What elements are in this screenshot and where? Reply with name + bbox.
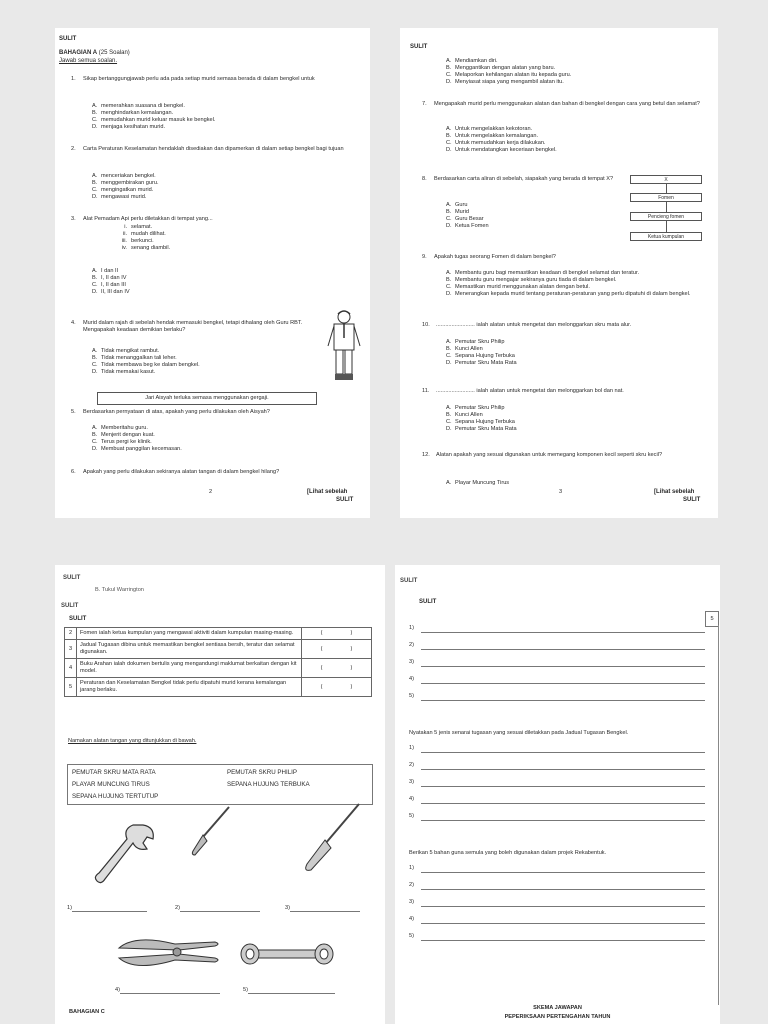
footer-sulit: SULIT [336, 497, 354, 503]
option[interactable]: B. Menjerit dengan kuat. [92, 432, 155, 438]
flow-box-penolong: Pencieng fomen [630, 212, 702, 221]
section-title: BAHAGIAN A [59, 50, 98, 56]
question-3: 3. Alat Pemadam Api perlu diletakkan di tempat yang... [71, 216, 213, 222]
option[interactable]: A. Membantu guru bagi memastikan keadaan di bengkel selamat dan teratur. [446, 270, 640, 276]
answer-line[interactable]: 5) [409, 693, 705, 710]
question-3-options [92, 268, 130, 296]
option[interactable]: A. I dan II [92, 268, 119, 274]
answer-blank-4[interactable]: 4) [115, 987, 220, 994]
flow-box-ketua-kumpulan: Ketua kumpulan [630, 232, 702, 241]
question-2-options [92, 173, 159, 201]
option[interactable]: A. Guru [446, 202, 468, 208]
option[interactable]: D. Menyiasat siapa yang mengambil alatan itu. [446, 79, 564, 85]
option[interactable]: B. Untuk mengelakkan kemalangan. [446, 133, 539, 139]
answer-line[interactable]: 1) [409, 865, 705, 882]
schema-subtitle: PEPERIKSAAN PERTENGAHAN TAHUN [504, 1014, 611, 1020]
question-11-options [446, 405, 517, 433]
option[interactable]: D. Ketua Fomen [446, 223, 489, 229]
question-2: 2. Carta Peraturan Keselamatan hendaklah disediakan dan dipamerkan di dalam setiap bengkel bagi tujuan [71, 146, 344, 152]
option[interactable]: B. Tidak menanggalkan tali leher. [92, 355, 177, 361]
page-3 [400, 28, 718, 518]
answer-line[interactable]: 3) [409, 899, 705, 916]
answer-line[interactable]: 2) [409, 642, 705, 659]
tool-name: PLAYAR MUNCUNG TIRUS [72, 781, 150, 788]
option[interactable]: D. Pemutar Skru Mata Rata [446, 426, 517, 432]
question-9: 9. Apakah tugas seorang Fomen di dalam bengkel? [422, 254, 556, 260]
option[interactable]: A. Pemutar Skru Philip [446, 405, 505, 411]
option[interactable]: D. mengawasi murid. [92, 194, 147, 200]
question-8: 8. Berdasarkan carta aliran di sebelah, siapakah yang berada di tempat X? [422, 176, 614, 182]
statement: i. selamat. [124, 224, 153, 230]
option[interactable]: A. Playar Muncung Tirus [446, 480, 510, 486]
option[interactable]: A. Mendiamkan diri. [446, 58, 498, 64]
page-header: SULIT [419, 599, 437, 605]
option[interactable]: A. menceriakan bengkel. [92, 173, 156, 179]
answer-list-3 [409, 865, 705, 950]
footer-next: [Lihat sebelah [307, 489, 348, 495]
option[interactable]: C. mengingatkan murid. [92, 187, 154, 193]
statement-box: Jari Aisyah terluka semasa menggunakan gergaji. [97, 392, 317, 405]
answer-line[interactable]: 1) [409, 745, 705, 762]
flow-chart [630, 175, 710, 253]
option[interactable]: D. menjaga kesihatan murid. [92, 124, 166, 130]
tool-name: PEMUTAR SKRU MATA RATA [72, 769, 156, 776]
option[interactable]: C. Untuk memudahkan kerja dilakukan. [446, 140, 546, 146]
option[interactable]: B. menggembirakan guru. [92, 180, 159, 186]
question-6: 6. Apakah yang perlu dilakukan sekiranya alatan tangan di dalam bengkel hilang? [71, 469, 280, 475]
question-9-options [446, 270, 708, 298]
flow-box-x: X [630, 175, 702, 184]
question-4-options [92, 348, 200, 376]
schema-title: SKEMA JAWAPAN [533, 1005, 582, 1011]
question-5-options [92, 425, 182, 453]
answer-blank[interactable]: ( ) [302, 628, 372, 640]
answer-line[interactable]: 3) [409, 659, 705, 676]
answer-line[interactable]: 3) [409, 779, 705, 796]
section-c-heading: BAHAGIAN C [69, 1009, 105, 1015]
option[interactable]: D. Untuk mendatangkan keceriaan bengkel. [446, 147, 557, 153]
spanner-icon [93, 821, 158, 891]
option[interactable]: D. Menerangkan kepada murid tentang peraturan-peraturan yang perlu dipatuhi di dalam bengkel. [446, 291, 691, 297]
option[interactable]: C. Terus pergi ke klinik. [92, 439, 152, 445]
option[interactable]: C. memudahkan murid keluar masuk ke bengkel. [92, 117, 216, 123]
answer-line[interactable]: 1) [409, 625, 705, 642]
question-7-options [446, 126, 557, 154]
question-materials: Berikan 5 bahan guna semula yang boleh digunakan dalam projek Rekabentuk. [409, 850, 607, 856]
student-figure-image [325, 308, 363, 384]
answer-line[interactable]: 5) [409, 813, 705, 830]
statement: iii. berkunci. [121, 238, 154, 244]
option[interactable]: B. menghindarkan kemalangan. [92, 110, 174, 116]
page-header: SULIT [59, 36, 77, 42]
page-header-mid: SULIT [61, 603, 79, 609]
question-3-statements [115, 224, 170, 252]
question-7: 7. Mengapakah murid perlu menggunakan alatan dan bahan di bengkel dengan cara yang betul dan selamat? [422, 101, 700, 107]
answer-line[interactable]: 4) [409, 916, 705, 933]
option[interactable]: A. Pemutar Skru Philip [446, 339, 505, 345]
tool-names-box [67, 764, 373, 805]
box-spanner-icon [240, 940, 335, 968]
answer-blank-2[interactable]: 2) [175, 905, 260, 912]
option[interactable]: D. II, III dan IV [92, 289, 130, 295]
table-row: 3 Jadual Tugasan dibina untuk memastikan bengkel sentiasa bersih, teratur dan selamat digunakan. ( ) [65, 640, 372, 659]
question-1-options [92, 103, 215, 131]
answer-blank-3[interactable]: 3) [285, 905, 360, 912]
tools-instruction: Namakan alatan tangan yang ditunjukkan di bawah. [68, 738, 197, 744]
answer-blank[interactable]: ( ) [302, 640, 372, 659]
answer-blank[interactable]: ( ) [302, 659, 372, 678]
answer-line[interactable]: 4) [409, 676, 705, 693]
pliers-icon [115, 928, 225, 976]
question-task-list: Nyatakan 5 jenis senarai tugasan yang sesuai diletakkan pada Jadual Tugasan Bengkel. [409, 730, 629, 736]
question-8-options [446, 202, 489, 230]
page-header: SULIT [69, 616, 87, 622]
peek-text: B. Tukul Warrington [95, 587, 144, 593]
answer-blank-1[interactable]: 1) [67, 905, 147, 912]
answer-blank-5[interactable]: 5) [243, 987, 335, 994]
section-heading [59, 50, 130, 57]
question-1: 1. Sikap bertanggungjawab perlu ada pada setiap murid semasa berada di dalam bengkel untuk [71, 76, 315, 82]
screwdriver-flat-icon [295, 800, 365, 880]
option[interactable]: C. Sepana Hujung Terbuka [446, 353, 515, 359]
right-border [718, 625, 719, 1005]
option[interactable]: B. Membantu guru mengajar sekiranya guru tiada di dalam bengkel. [446, 277, 617, 283]
option[interactable]: C. Sepana Hujung Terbuka [446, 419, 515, 425]
question-11: 11. ......................... ialah alatan untuk mengetat dan melonggarkan bol dan nat. [422, 388, 624, 394]
option[interactable]: B. Kunci Allen [446, 346, 483, 352]
question-6-options [446, 58, 571, 86]
page-2 [55, 28, 370, 518]
answer-blank[interactable]: ( ) [302, 678, 372, 697]
question-12-options [446, 480, 509, 487]
question-10: 10. ......................... ialah alatan untuk mengetat dan melonggarkan skru mata alur. [422, 322, 632, 328]
option[interactable]: A. Tidak mengikat rambut. [92, 348, 160, 354]
option[interactable]: C. Memastikan murid menggunakan alatan dengan betul. [446, 284, 590, 290]
page-number: 2 [209, 489, 213, 495]
tool-name: SEPANA HUJUNG TERTUTUP [72, 793, 159, 800]
option[interactable]: D. Membuat panggilan kecemasan. [92, 446, 182, 452]
answer-line[interactable]: 2) [409, 762, 705, 779]
option[interactable]: A. Untuk mengelakkan kekotoran. [446, 126, 533, 132]
answer-list-1 [409, 625, 705, 710]
tool-name: PEMUTAR SKRU PHILIP [227, 769, 298, 776]
instruction: Jawab semua soalan. [59, 58, 118, 64]
tool-name: SEPANA HUJUNG TERBUKA [227, 781, 310, 788]
option[interactable]: B. Murid [446, 209, 469, 215]
flow-box-fomen: Fomen [630, 193, 702, 202]
option[interactable]: B. I, II dan IV [92, 275, 127, 281]
answer-list-2 [409, 745, 705, 830]
option[interactable]: C. Tidak membawa beg ke dalam bengkel. [92, 362, 200, 368]
question-5: 5. Berdasarkan pernyataan di atas, apakah yang perlu dilakukan oleh Aisyah? [71, 409, 270, 415]
footer-sulit: SULIT [683, 497, 701, 503]
true-false-table [64, 627, 372, 697]
page-header-peek: SULIT [63, 575, 81, 581]
option[interactable]: D. Pemutar Skru Mata Rata [446, 360, 517, 366]
side-mark: 5 [705, 611, 719, 627]
page-number: 3 [559, 489, 563, 495]
option[interactable]: B. Kunci Allen [446, 412, 483, 418]
answer-line[interactable]: 5) [409, 933, 705, 950]
table-row: 2 Fomen ialah ketua kumpulan yang mengawal aktiviti dalam kumpulan masing-masing. ( ) [65, 628, 372, 640]
page-5 [395, 565, 720, 1024]
section-note: (25 Soalan) [98, 50, 130, 56]
footer-next: [Lihat sebelah [654, 489, 695, 495]
option[interactable]: C. Guru Besar [446, 216, 484, 222]
option[interactable]: A. Memberitahu guru. [92, 425, 148, 431]
page-4 [55, 565, 385, 1024]
page-header: SULIT [410, 44, 428, 50]
option[interactable]: A. memerahkan suasana di bengkel. [92, 103, 185, 109]
option[interactable]: D. Tidak memakai kasut. [92, 369, 156, 375]
question-10-options [446, 339, 517, 367]
screwdriver-philip-icon [185, 803, 235, 859]
question-4: 4. Murid dalam rajah di sebelah hendak memasuki bengkel, tetapi dihalang oleh Guru RBT. Mengapakah keadaan demikian berlaku? [71, 320, 303, 333]
option[interactable]: C. I, II dan III [92, 282, 126, 288]
answer-line[interactable]: 4) [409, 796, 705, 813]
question-12: 12. Alatan apakah yang sesuai digunakan untuk memegang komponen kecil seperti skru kecil? [422, 452, 663, 458]
option[interactable]: B. Menggantikan dengan alatan yang baru. [446, 65, 556, 71]
statement: ii. mudah dilihat. [122, 231, 166, 237]
statement: iv. senang diambil. [121, 245, 171, 251]
table-row: 5 Peraturan dan Keselamatan Bengkel tidak perlu dipatuhi murid kerana kemalangan jarang berlaku. ( ) [65, 678, 372, 697]
answer-line[interactable]: 2) [409, 882, 705, 899]
option[interactable]: C. Melaporkan kehilangan alatan itu kepada guru. [446, 72, 572, 78]
page-header-peek: SULIT [400, 578, 418, 584]
table-row: 4 Buku Arahan ialah dokumen bertulis yang mengandungi maklumat berkaitan dengan kit model. ( ) [65, 659, 372, 678]
